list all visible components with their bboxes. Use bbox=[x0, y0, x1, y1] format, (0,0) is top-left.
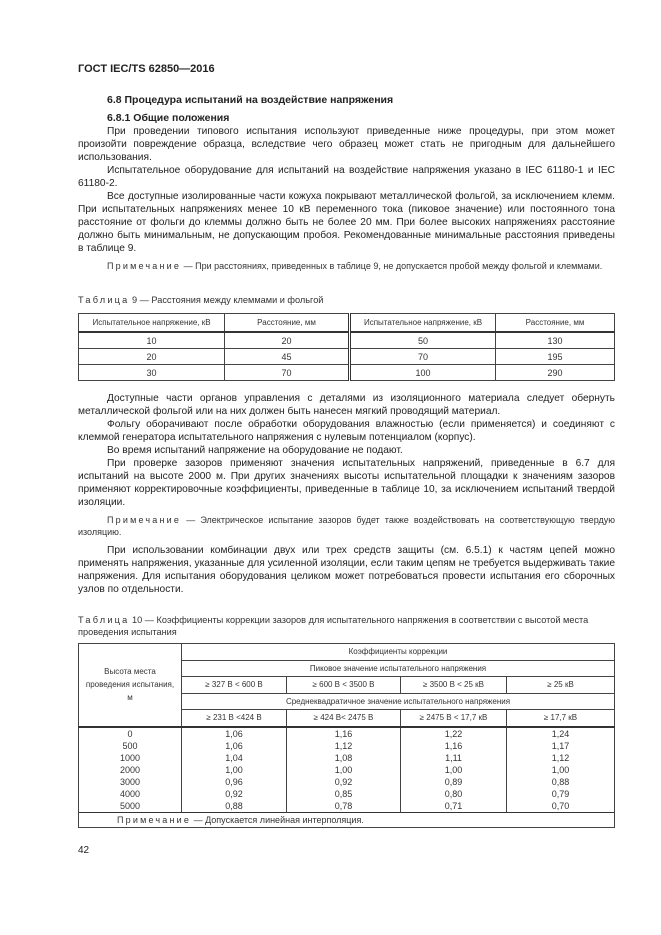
header-cell: Расстояние, мм bbox=[496, 314, 615, 333]
document-header: ГОСТ IEC/TS 62850—2016 bbox=[78, 63, 215, 75]
coefficient-cell: 1,08 bbox=[287, 752, 401, 764]
coefficient-cell: 0,96 bbox=[182, 776, 287, 788]
cell: 10 bbox=[79, 332, 225, 349]
altitude-cell: 0 bbox=[79, 727, 182, 740]
note bbox=[78, 514, 615, 538]
paragraph: Все доступные изолированные части кожуха покрывают металлической фольгой, за исключением клемм. При испытательных напряжениях менее 10 кВ переменного тока (пиковое значение) или постоянного тона расстояние от фольги до клеммы должно быть не более 20 мм. При более высоких напряжениях расстояние должно быть минимальным, не допускающим пробоя. Рекомендованные минимальные расстояния приведены в таблице 9. bbox=[78, 191, 615, 254]
coefficient-cell: 0,70 bbox=[507, 800, 615, 813]
cell: 20 bbox=[79, 349, 225, 365]
cell: 50 bbox=[350, 332, 496, 349]
note-label: Примечание bbox=[107, 261, 182, 271]
note-label: Примечание bbox=[117, 814, 192, 825]
coefficient-cell: 1,00 bbox=[401, 764, 507, 776]
note-label: Примечание bbox=[107, 515, 182, 525]
paragraph: При проверке зазоров применяют значения испытательных напряжений, приведенные в 6.7 для испытаний на высоте 2000 м. При других значениях высоты испытательной площадки к значениям зазоров применяют корректировочные коэффициенты, приведенные в таблице 10, за исключением испытаний твердой изоляции. bbox=[78, 458, 615, 508]
subsection-title: 6.8.1 Общие положения bbox=[107, 112, 230, 124]
coefficient-cell: 0,88 bbox=[507, 776, 615, 788]
caption-label: Таблица bbox=[78, 615, 130, 625]
table-header-row bbox=[79, 644, 615, 661]
paragraph: Во время испытаний напряжение на оборудование не подают. bbox=[107, 445, 403, 456]
coefficient-cell: 0,89 bbox=[401, 776, 507, 788]
cell: 70 bbox=[225, 365, 350, 381]
table-header-row bbox=[79, 314, 615, 333]
note-text: — При расстояниях, приведенных в таблице 9, не допускается пробой между фольгой и клеммами. bbox=[181, 261, 603, 271]
coefficient-cell: 1,12 bbox=[507, 752, 615, 764]
paragraph: Фольгу оборачивают после обработки оборудования влажностью (если применяется) и соединяют с клеммой генератора испытательного напряжения с нулевым потенциалом (корпус). bbox=[78, 419, 615, 443]
note-text: — Допускается линейная интерполяция. bbox=[191, 814, 364, 825]
row-header-cell: Высота места проведения испытания, м bbox=[79, 644, 182, 727]
header-cell: ≥ 2475 В < 17,7 кВ bbox=[401, 710, 507, 727]
altitude-cell: 1000 bbox=[79, 752, 182, 764]
cell: 195 bbox=[496, 349, 615, 365]
cell: 290 bbox=[496, 365, 615, 381]
cell: 130 bbox=[496, 332, 615, 349]
table-row bbox=[79, 800, 615, 813]
section-title: 6.8 Процедура испытаний на воздействие напряжения bbox=[107, 94, 394, 106]
caption-text: 10 — Коэффициенты коррекции зазоров для испытательного напряжения в соответствии с высотой места проведения испытания bbox=[78, 615, 589, 637]
coefficient-cell: 0,88 bbox=[182, 800, 287, 813]
coefficient-cell: 1,04 bbox=[182, 752, 287, 764]
caption-text: 9 — Расстояния между клеммами и фольгой bbox=[129, 295, 324, 305]
table-9 bbox=[78, 313, 615, 381]
coefficient-cell: 0,79 bbox=[507, 788, 615, 800]
coefficient-cell: 1,16 bbox=[401, 740, 507, 752]
note bbox=[78, 260, 615, 272]
coefficient-cell: 1,06 bbox=[182, 740, 287, 752]
cell: 20 bbox=[225, 332, 350, 349]
altitude-cell: 3000 bbox=[79, 776, 182, 788]
group-header-cell: Коэффициенты коррекции bbox=[182, 644, 615, 661]
header-cell: ≥ 600 В < 3500 В bbox=[287, 677, 401, 694]
table-row bbox=[79, 752, 615, 764]
table-row bbox=[79, 764, 615, 776]
paragraph: Доступные части органов управления с деталями из изоляционного материала следует обернуть металлической фольгой или на них должен быть нанесен мягкий проводящий материал. bbox=[78, 393, 615, 417]
paragraph: Испытательное оборудование для испытаний на воздействие напряжения указано в IEC 61180-1 и IEC 61180-2. bbox=[78, 165, 615, 189]
table-row bbox=[79, 740, 615, 752]
coefficient-cell: 1,00 bbox=[287, 764, 401, 776]
cell: 70 bbox=[350, 349, 496, 365]
table10-caption bbox=[78, 614, 615, 638]
coefficient-cell: 0,71 bbox=[401, 800, 507, 813]
coefficient-cell: 1,00 bbox=[507, 764, 615, 776]
coefficient-cell: 0,78 bbox=[287, 800, 401, 813]
coefficient-cell: 1,00 bbox=[182, 764, 287, 776]
coefficient-cell: 0,92 bbox=[182, 788, 287, 800]
coefficient-cell: 1,12 bbox=[287, 740, 401, 752]
coefficient-cell: 0,85 bbox=[287, 788, 401, 800]
table-row bbox=[79, 349, 615, 365]
header-cell: ≥ 327 В < 600 В bbox=[182, 677, 287, 694]
paragraph: При проведении типового испытания используют приведенные ниже процедуры, при этом может произойти повреждение образца, вследствие чего образец может стать не пригодным для дальнейшего использования. bbox=[78, 126, 615, 163]
coefficient-cell: 1,17 bbox=[507, 740, 615, 752]
caption-label: Таблица bbox=[78, 295, 130, 305]
table-row bbox=[79, 788, 615, 800]
header-cell: Испытательное напряжение, кВ bbox=[350, 314, 496, 333]
page-number: 42 bbox=[78, 845, 90, 856]
altitude-cell: 500 bbox=[79, 740, 182, 752]
altitude-cell: 4000 bbox=[79, 788, 182, 800]
header-cell: ≥ 424 В< 2475 В bbox=[287, 710, 401, 727]
paragraphs-1 bbox=[78, 125, 615, 272]
cell: 100 bbox=[350, 365, 496, 381]
coefficient-cell: 0,80 bbox=[401, 788, 507, 800]
paragraphs-2 bbox=[78, 392, 615, 596]
cell: 45 bbox=[225, 349, 350, 365]
table-row bbox=[79, 365, 615, 381]
header-cell: ≥ 231 В <424 В bbox=[182, 710, 287, 727]
table-row bbox=[79, 776, 615, 788]
coefficient-cell: 1,06 bbox=[182, 727, 287, 740]
peak-header-cell: Пиковое значение испытательного напряжения bbox=[182, 660, 615, 677]
table-row bbox=[79, 332, 615, 349]
table-note-row bbox=[79, 812, 615, 827]
table-note bbox=[79, 812, 615, 827]
table-10 bbox=[78, 643, 615, 828]
header-cell: ≥ 17,7 кВ bbox=[507, 710, 615, 727]
coefficient-cell: 1,16 bbox=[287, 727, 401, 740]
note-text: — Электрическое испытание зазоров будет также воздействовать на соответствующую твердую изоляцию. bbox=[78, 515, 615, 537]
paragraph: При использовании комбинации двух или трех средств защиты (см. 6.5.1) к частям цепей можно применять напряжения, указанные для усиленной изоляции, если таким цепям не требуется выдерживать такие напряжения. Для испытания оборудования целиком может потребоваться провести испытания его сборочных узлов по отдельности. bbox=[78, 545, 615, 595]
header-cell: ≥ 3500 В < 25 кВ bbox=[401, 677, 507, 694]
altitude-cell: 2000 bbox=[79, 764, 182, 776]
header-cell: Испытательное напряжение, кВ bbox=[79, 314, 225, 333]
table9-caption bbox=[78, 294, 615, 306]
header-cell: Расстояние, мм bbox=[225, 314, 350, 333]
table-row bbox=[79, 727, 615, 740]
header-cell: ≥ 25 кВ bbox=[507, 677, 615, 694]
altitude-cell: 5000 bbox=[79, 800, 182, 813]
rms-header-cell: Среднеквадратичное значение испытательного напряжения bbox=[182, 693, 615, 710]
coefficient-cell: 1,11 bbox=[401, 752, 507, 764]
coefficient-cell: 1,22 bbox=[401, 727, 507, 740]
coefficient-cell: 1,24 bbox=[507, 727, 615, 740]
coefficient-cell: 0,92 bbox=[287, 776, 401, 788]
cell: 30 bbox=[79, 365, 225, 381]
